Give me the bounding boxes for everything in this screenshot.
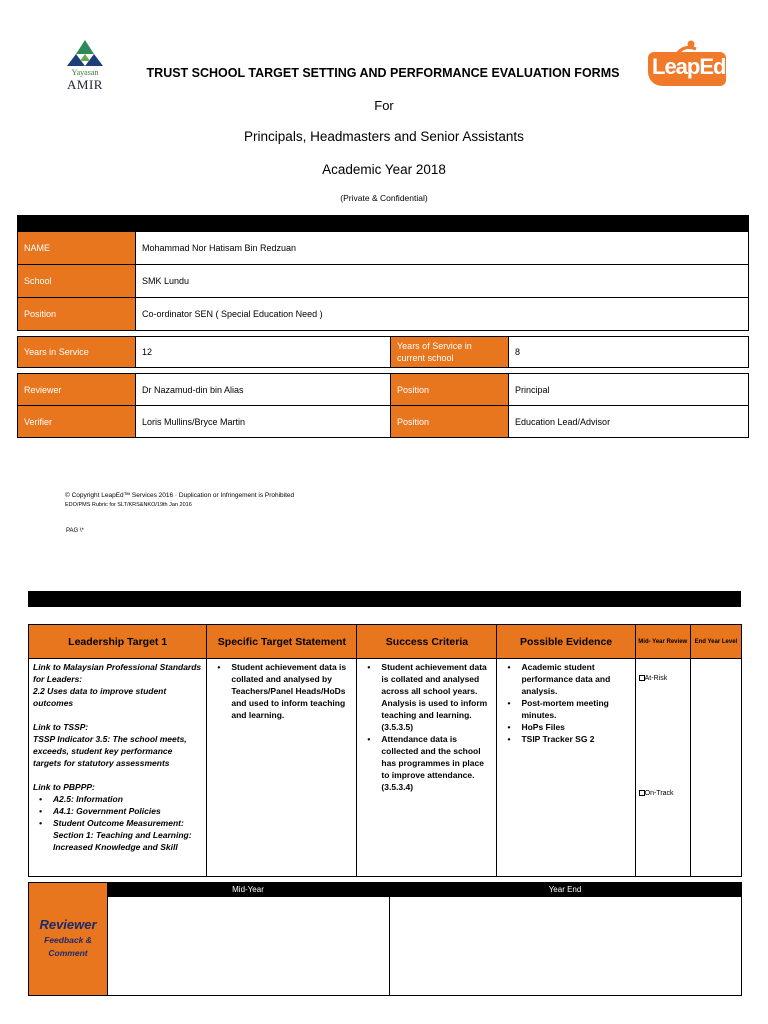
reviewer-label: Reviewer bbox=[18, 374, 136, 406]
list-item: • A4.1: Government Policies bbox=[33, 805, 202, 817]
name-value: Mohammad Nor Hatisam Bin Redzuan bbox=[136, 232, 749, 265]
years-current-value: 8 bbox=[509, 337, 749, 368]
at-risk-label: At-Risk bbox=[644, 675, 668, 682]
year-end-comment[interactable] bbox=[389, 897, 741, 995]
header-leadership-target: Leadership Target 1 bbox=[29, 625, 207, 659]
verifier-position-label: Position bbox=[391, 406, 509, 438]
links-cell bbox=[29, 659, 207, 877]
year-end-header: Year End bbox=[389, 883, 741, 897]
header-end-year-level: End Year Level bbox=[690, 625, 741, 659]
copyright-note: © Copyright LeapEd™ Services 2016 · Duplication or Infringement is Prohibited bbox=[65, 492, 295, 499]
list-item: • Academic student performance data and analysis. bbox=[501, 661, 630, 697]
subtitle-roles: Principals, Headmasters and Senior Assistants bbox=[244, 129, 524, 144]
profile-table bbox=[17, 231, 749, 331]
on-track-label: On-Track bbox=[644, 790, 674, 797]
yayasan-amir-logo bbox=[62, 38, 108, 90]
header-target-statement: Specific Target Statement bbox=[207, 625, 357, 659]
list-item: • Student Outcome Measurement: Section 1: Teaching and Learning: Increased Knowledge and Skill bbox=[33, 817, 202, 853]
amir-logo-icon bbox=[62, 38, 108, 68]
statement-cell bbox=[207, 659, 357, 877]
reviewer-title: Reviewer bbox=[39, 917, 97, 932]
profile-top-bar bbox=[17, 215, 749, 231]
list-item: • Student achievement data is collated and analysed across all school years. Analysis is used to inform teaching and learning. (3.5.3.5) bbox=[361, 661, 492, 733]
list-item: • Post-mortem meeting minutes. bbox=[501, 697, 630, 721]
leadership-target-table bbox=[28, 624, 742, 877]
academic-year: Academic Year 2018 bbox=[322, 162, 446, 177]
header-mid-year-review: Mid- Year Review bbox=[635, 625, 690, 659]
verifier-label: Verifier bbox=[18, 406, 136, 438]
on-track-option[interactable] bbox=[639, 790, 674, 797]
end-year-cell bbox=[690, 659, 741, 877]
target-top-bar bbox=[28, 591, 741, 607]
link-mpsl: Link to Malaysian Professional Standards for Leaders: bbox=[33, 662, 202, 684]
school-label: School bbox=[18, 265, 136, 298]
years-label: Years in Service bbox=[18, 337, 136, 368]
link-tssp: Link to TSSP: bbox=[33, 722, 89, 732]
link-mpsl-detail: 2.2 Uses data to improve student outcomes bbox=[33, 686, 167, 708]
header-possible-evidence: Possible Evidence bbox=[497, 625, 635, 659]
leaped-logo bbox=[648, 40, 726, 88]
rubric-note: EDO/PMS Rubric for SLT/KRS&NKO/19th Jan 2016 bbox=[65, 502, 192, 508]
reviewer-feedback-box bbox=[28, 882, 742, 996]
header-success-criteria: Success Criteria bbox=[357, 625, 497, 659]
pbppp-list bbox=[33, 793, 202, 853]
link-tssp-detail: TSSP Indicator 3.5: The school meets, exceeds, student key performance targets for statutory assessments bbox=[33, 734, 187, 768]
subtitle-for: For bbox=[374, 98, 394, 113]
confidential-note: (Private & Confidential) bbox=[340, 193, 428, 203]
leaped-logo-text: LeapEd bbox=[652, 54, 726, 79]
reviewer-position-label: Position bbox=[391, 374, 509, 406]
list-item: • Student achievement data is collated and analysed by Teachers/Panel Heads/HoDs and used to inform teaching and learning. bbox=[211, 661, 352, 721]
reviewer-subtitle: Feedback & Comment bbox=[44, 935, 92, 958]
reviewer-value: Dr Nazamud-din bin Alias bbox=[136, 374, 391, 406]
position-label: Position bbox=[18, 298, 136, 331]
reviewer-position-value: Principal bbox=[509, 374, 749, 406]
list-item: • HoPs Files bbox=[501, 721, 630, 733]
link-pbppp: Link to PBPPP: bbox=[33, 782, 95, 792]
list-item: • A2.5: Information bbox=[33, 793, 202, 805]
school-value: SMK Lundu bbox=[136, 265, 749, 298]
at-risk-option[interactable] bbox=[639, 675, 668, 682]
criteria-cell bbox=[357, 659, 497, 877]
logo-left-top: Yayasan bbox=[71, 68, 99, 77]
service-table bbox=[17, 336, 749, 368]
list-item: • TSIP Tracker SG 2 bbox=[501, 733, 630, 745]
years-current-label: Years of Service in current school bbox=[391, 337, 509, 368]
verifier-value: Loris Mullins/Bryce Martin bbox=[136, 406, 391, 438]
name-label: NAME bbox=[18, 232, 136, 265]
evidence-cell bbox=[497, 659, 635, 877]
years-value: 12 bbox=[136, 337, 391, 368]
verifier-position-value: Education Lead/Advisor bbox=[509, 406, 749, 438]
position-value: Co-ordinator SEN ( Special Education Need ) bbox=[136, 298, 749, 331]
list-item: • Attendance data is collected and the school has programmes in place to improve attendance. (3.5.3.4) bbox=[361, 733, 492, 793]
page-title: TRUST SCHOOL TARGET SETTING AND PERFORMANCE EVALUATION FORMS bbox=[146, 66, 620, 80]
mid-year-cell bbox=[635, 659, 690, 877]
mid-year-header: Mid-Year bbox=[107, 883, 389, 897]
reviewer-side-panel bbox=[29, 883, 107, 995]
logo-left-bottom: AMIR bbox=[67, 77, 103, 92]
mid-year-comment[interactable] bbox=[107, 897, 389, 995]
reviewer-table bbox=[17, 373, 749, 438]
page-field: PAG \* bbox=[66, 528, 84, 534]
